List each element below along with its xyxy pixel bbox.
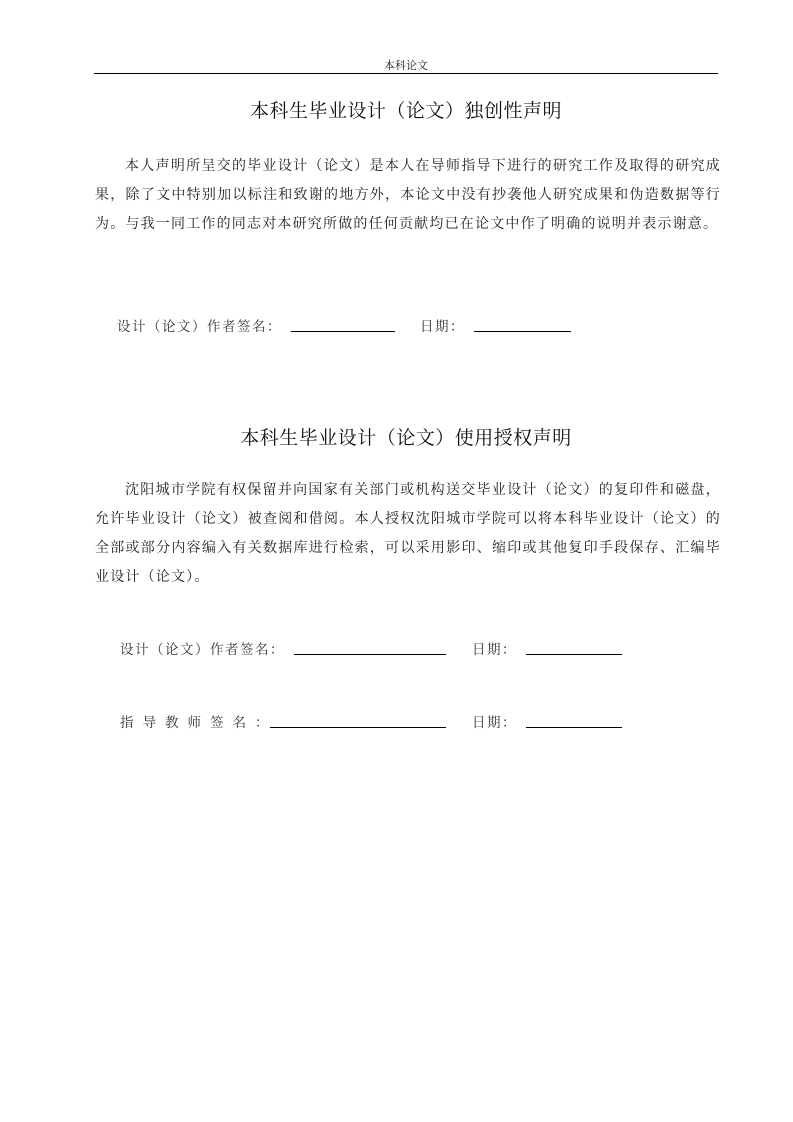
date-label: 日期： bbox=[420, 319, 465, 335]
author-signature-label: 设计（论文）作者签名： bbox=[120, 642, 285, 658]
advisor-signature-field[interactable] bbox=[270, 727, 446, 728]
authorization-paragraph: 沈阳城市学院有权保留并向国家有关部门或机构送交毕业设计（论文）的复印件和磁盘，允许毕业设计（论文）被查阅和借阅。本人授权沈阳城市学院可以将本科毕业设计（论文）的全部或部分内容编入有关数据库进行检索，可以采用影印、缩印或其他复印手段保存、汇编毕业设计（论文）。 bbox=[95, 482, 721, 585]
authorization-advisor-signature-row bbox=[120, 711, 625, 735]
header-divider bbox=[94, 73, 718, 74]
originality-title: 本科生毕业设计（论文）独创性声明 bbox=[249, 100, 562, 122]
page-header: 本科论文 bbox=[384, 59, 428, 72]
author-signature-label: 设计（论文）作者签名： bbox=[117, 319, 282, 335]
originality-paragraph: 本人声明所呈交的毕业设计（论文）是本人在导师指导下进行的研究工作及取得的研究成果，除了文中特别加以标注和致谢的地方外，本论文中没有抄袭他人研究成果和伪造数据等行为。与我一同工作的同志对本研究所做的任何贡献均已在论文中作了明确的说明并表示谢意。 bbox=[95, 158, 721, 232]
advisor-date-label: 日期： bbox=[472, 715, 517, 731]
author-signature-field[interactable] bbox=[294, 654, 446, 655]
originality-signature-row bbox=[117, 315, 577, 339]
author-date-field[interactable] bbox=[526, 654, 622, 655]
authorization-title: 本科生毕业设计（论文）使用授权声明 bbox=[240, 427, 572, 449]
advisor-signature-label: 指导教师签名： bbox=[120, 715, 278, 731]
authorization-author-signature-row bbox=[120, 638, 625, 662]
author-signature-field[interactable] bbox=[291, 331, 395, 332]
author-date-label: 日期： bbox=[472, 642, 517, 658]
date-field[interactable] bbox=[474, 331, 571, 332]
advisor-date-field[interactable] bbox=[526, 727, 622, 728]
